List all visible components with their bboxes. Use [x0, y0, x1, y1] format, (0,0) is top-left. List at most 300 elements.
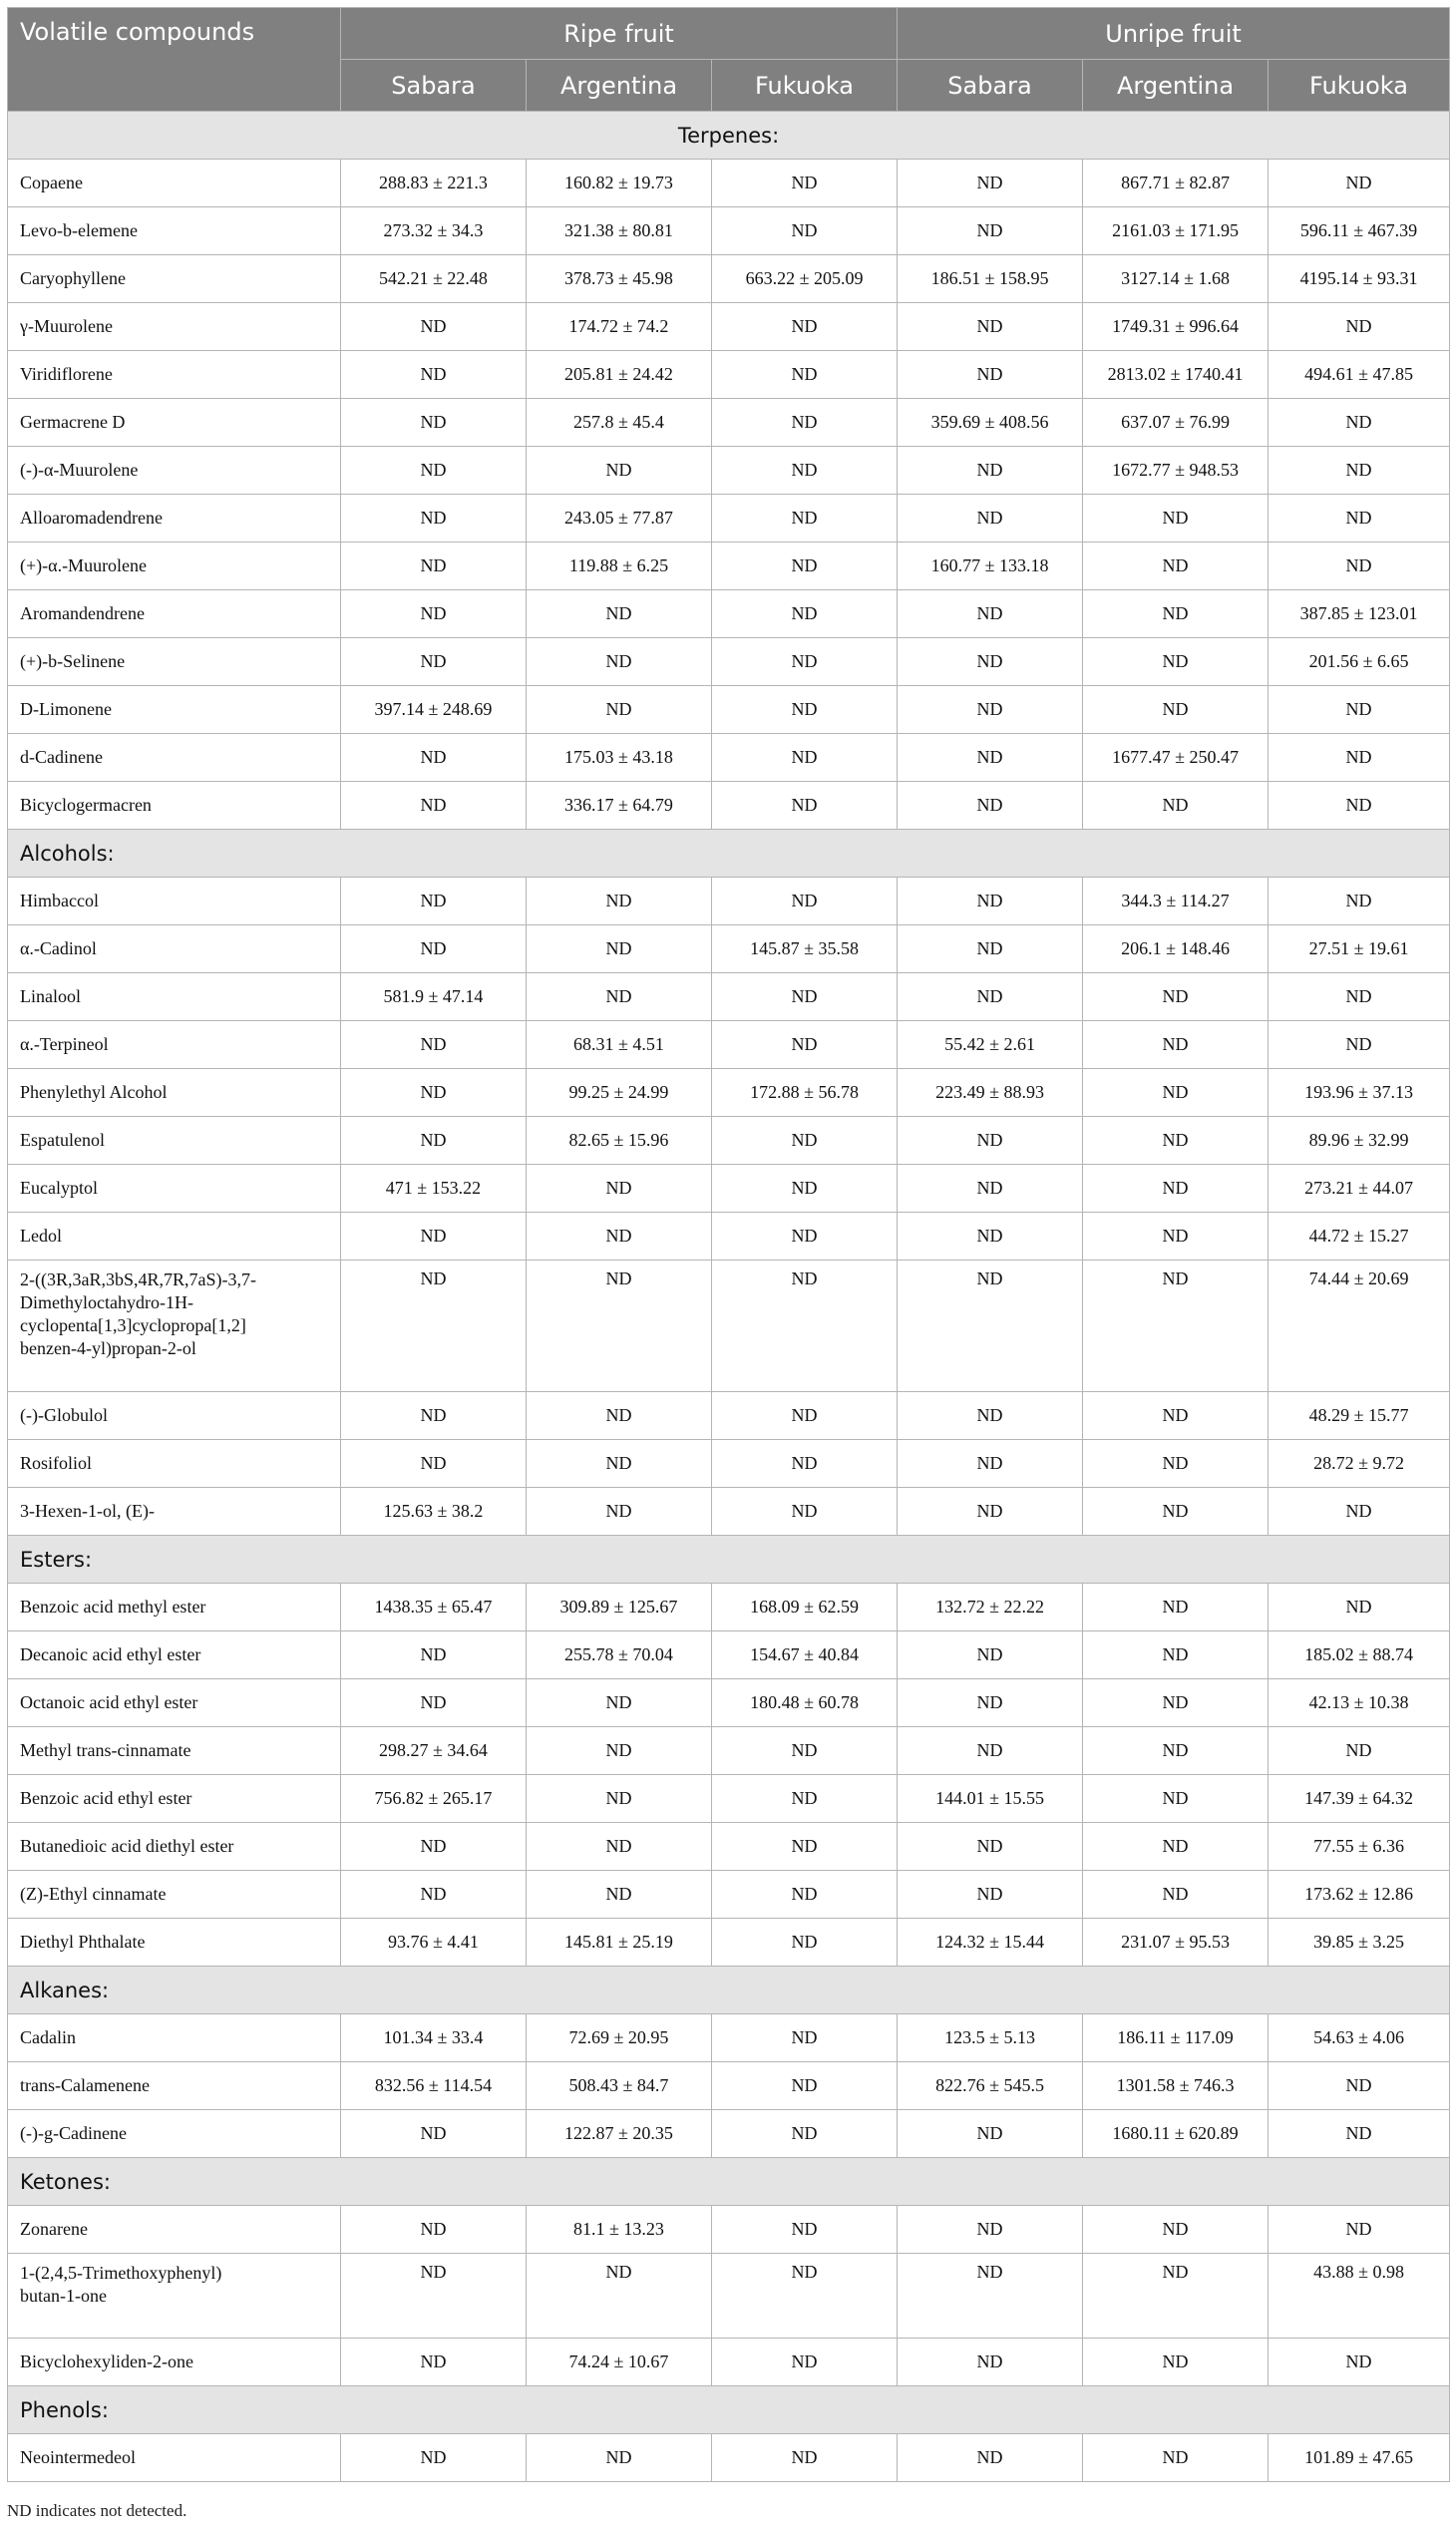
value-cell: ND: [898, 1165, 1083, 1213]
value-cell: ND: [898, 2434, 1083, 2482]
compound-name: Neointermedeol: [8, 2434, 341, 2482]
value-cell: ND: [898, 160, 1083, 207]
table-row: [8, 2254, 1450, 2339]
value-cell: 43.88 ± 0.98: [1269, 2254, 1450, 2339]
value-cell: ND: [341, 1261, 527, 1392]
value-cell: 74.44 ± 20.69: [1269, 1261, 1450, 1392]
value-cell: 471 ± 153.22: [341, 1165, 527, 1213]
value-cell: ND: [712, 1165, 898, 1213]
value-cell: ND: [1083, 638, 1269, 686]
value-cell: ND: [1083, 2206, 1269, 2254]
value-cell: ND: [527, 1488, 712, 1536]
value-cell: ND: [341, 1871, 527, 1919]
value-cell: ND: [341, 1021, 527, 1069]
value-cell: ND: [712, 1261, 898, 1392]
value-cell: ND: [1269, 399, 1450, 447]
value-cell: ND: [527, 1213, 712, 1261]
value-cell: ND: [1269, 734, 1450, 782]
value-cell: 201.56 ± 6.65: [1269, 638, 1450, 686]
value-cell: ND: [341, 303, 527, 351]
compound-name-line: Dimethyloctahydro-1H-: [20, 1292, 193, 1312]
section-row: [8, 2158, 1450, 2206]
value-cell: 172.88 ± 56.78: [712, 1069, 898, 1117]
value-cell: 145.87 ± 35.58: [712, 925, 898, 973]
value-cell: ND: [898, 2206, 1083, 2254]
value-cell: 378.73 ± 45.98: [527, 255, 712, 303]
table-footnote: ND indicates not detected.: [7, 2501, 187, 2520]
value-cell: 101.34 ± 33.4: [341, 2014, 527, 2062]
value-cell: 387.85 ± 123.01: [1269, 590, 1450, 638]
table-row: [8, 399, 1450, 447]
value-cell: 596.11 ± 467.39: [1269, 207, 1450, 255]
value-cell: ND: [712, 2206, 898, 2254]
compound-name-line: benzen-4-yl)propan-2-ol: [20, 1338, 196, 1358]
value-cell: 74.24 ± 10.67: [527, 2339, 712, 2386]
value-cell: 298.27 ± 34.64: [341, 1727, 527, 1775]
value-cell: 101.89 ± 47.65: [1269, 2434, 1450, 2482]
compound-name: Caryophyllene: [8, 255, 341, 303]
section-row: [8, 1967, 1450, 2014]
table-row: [8, 1871, 1450, 1919]
value-cell: 132.72 ± 22.22: [898, 1584, 1083, 1631]
value-cell: 344.3 ± 114.27: [1083, 878, 1269, 925]
value-cell: ND: [1083, 2434, 1269, 2482]
table-row: [8, 1165, 1450, 1213]
value-cell: ND: [712, 447, 898, 495]
value-cell: ND: [898, 1117, 1083, 1165]
compound-name: Linalool: [8, 973, 341, 1021]
table-row: [8, 638, 1450, 686]
table-row: [8, 1727, 1450, 1775]
header-ripe-argentina: Argentina: [527, 60, 712, 112]
table-row: [8, 2062, 1450, 2110]
value-cell: ND: [712, 1823, 898, 1871]
compound-name: (-)-g-Cadinene: [8, 2110, 341, 2158]
table-row: [8, 2434, 1450, 2482]
compound-name: γ-Muurolene: [8, 303, 341, 351]
value-cell: 822.76 ± 545.5: [898, 2062, 1083, 2110]
value-cell: ND: [1083, 1727, 1269, 1775]
value-cell: ND: [898, 1488, 1083, 1536]
table-row: [8, 495, 1450, 542]
value-cell: ND: [712, 1775, 898, 1823]
compound-name-line: butan-1-one: [20, 2286, 107, 2306]
value-cell: ND: [1083, 1117, 1269, 1165]
compound-name: α.-Terpineol: [8, 1021, 341, 1069]
compound-name: Bicyclohexyliden-2-one: [8, 2339, 341, 2386]
table-row: [8, 351, 1450, 399]
compound-name: Methyl trans-cinnamate: [8, 1727, 341, 1775]
value-cell: ND: [712, 399, 898, 447]
value-cell: 122.87 ± 20.35: [527, 2110, 712, 2158]
value-cell: 756.82 ± 265.17: [341, 1775, 527, 1823]
value-cell: 309.89 ± 125.67: [527, 1584, 712, 1631]
value-cell: ND: [712, 1488, 898, 1536]
value-cell: ND: [1269, 495, 1450, 542]
table-row: [8, 1919, 1450, 1967]
value-cell: ND: [1269, 1488, 1450, 1536]
value-cell: 82.65 ± 15.96: [527, 1117, 712, 1165]
value-cell: ND: [527, 1679, 712, 1727]
value-cell: ND: [898, 495, 1083, 542]
value-cell: ND: [712, 2110, 898, 2158]
section-title: Alkanes:: [8, 1967, 1450, 2014]
value-cell: 193.96 ± 37.13: [1269, 1069, 1450, 1117]
value-cell: 1438.35 ± 65.47: [341, 1584, 527, 1631]
table-body: [8, 112, 1450, 2482]
value-cell: 186.11 ± 117.09: [1083, 2014, 1269, 2062]
value-cell: ND: [341, 638, 527, 686]
value-cell: ND: [1269, 878, 1450, 925]
value-cell: 77.55 ± 6.36: [1269, 1823, 1450, 1871]
value-cell: 663.22 ± 205.09: [712, 255, 898, 303]
value-cell: 1749.31 ± 996.64: [1083, 303, 1269, 351]
value-cell: ND: [898, 303, 1083, 351]
value-cell: 2161.03 ± 171.95: [1083, 207, 1269, 255]
value-cell: 44.72 ± 15.27: [1269, 1213, 1450, 1261]
value-cell: 27.51 ± 19.61: [1269, 925, 1450, 973]
compound-name: Ledol: [8, 1213, 341, 1261]
table-row: [8, 734, 1450, 782]
value-cell: ND: [1083, 2254, 1269, 2339]
compound-name: Butanedioic acid diethyl ester: [8, 1823, 341, 1871]
value-cell: 81.1 ± 13.23: [527, 2206, 712, 2254]
value-cell: ND: [341, 2110, 527, 2158]
table-row: [8, 1069, 1450, 1117]
value-cell: ND: [527, 447, 712, 495]
value-cell: ND: [712, 1213, 898, 1261]
header-row-groups: [8, 8, 1450, 60]
value-cell: ND: [341, 590, 527, 638]
section-title: Terpenes:: [8, 112, 1450, 160]
value-cell: ND: [527, 1727, 712, 1775]
value-cell: ND: [1083, 2339, 1269, 2386]
value-cell: 175.03 ± 43.18: [527, 734, 712, 782]
value-cell: ND: [1083, 1392, 1269, 1440]
value-cell: 99.25 ± 24.99: [527, 1069, 712, 1117]
value-cell: ND: [341, 878, 527, 925]
section-row: [8, 1536, 1450, 1584]
value-cell: 581.9 ± 47.14: [341, 973, 527, 1021]
value-cell: ND: [1083, 1021, 1269, 1069]
table-row: [8, 1213, 1450, 1261]
compound-name: Cadalin: [8, 2014, 341, 2062]
value-cell: ND: [898, 925, 1083, 973]
section-row: [8, 2386, 1450, 2434]
value-cell: 144.01 ± 15.55: [898, 1775, 1083, 1823]
value-cell: ND: [712, 1392, 898, 1440]
value-cell: ND: [1083, 1069, 1269, 1117]
value-cell: 255.78 ± 70.04: [527, 1631, 712, 1679]
value-cell: ND: [341, 1631, 527, 1679]
value-cell: ND: [1269, 303, 1450, 351]
value-cell: ND: [712, 160, 898, 207]
compound-name: α.-Cadinol: [8, 925, 341, 973]
value-cell: 1301.58 ± 746.3: [1083, 2062, 1269, 2110]
value-cell: 174.72 ± 74.2: [527, 303, 712, 351]
value-cell: 48.29 ± 15.77: [1269, 1392, 1450, 1440]
value-cell: ND: [898, 734, 1083, 782]
value-cell: ND: [1269, 686, 1450, 734]
value-cell: ND: [1269, 1584, 1450, 1631]
compound-name: (-)-α-Muurolene: [8, 447, 341, 495]
compound-name: Alloaromadendrene: [8, 495, 341, 542]
table-row: [8, 447, 1450, 495]
value-cell: ND: [1083, 1440, 1269, 1488]
value-cell: ND: [527, 1871, 712, 1919]
value-cell: ND: [1083, 1871, 1269, 1919]
value-cell: ND: [1083, 495, 1269, 542]
compound-name: (+)-b-Selinene: [8, 638, 341, 686]
compound-name: (+)-α.-Muurolene: [8, 542, 341, 590]
value-cell: ND: [527, 1775, 712, 1823]
value-cell: ND: [898, 1392, 1083, 1440]
value-cell: ND: [898, 1261, 1083, 1392]
value-cell: ND: [712, 542, 898, 590]
value-cell: 542.21 ± 22.48: [341, 255, 527, 303]
value-cell: 185.02 ± 88.74: [1269, 1631, 1450, 1679]
value-cell: 68.31 ± 4.51: [527, 1021, 712, 1069]
header-ripe-fruit: Ripe fruit: [341, 8, 898, 60]
value-cell: 2813.02 ± 1740.41: [1083, 351, 1269, 399]
value-cell: ND: [341, 2434, 527, 2482]
compound-name: Zonarene: [8, 2206, 341, 2254]
value-cell: 145.81 ± 25.19: [527, 1919, 712, 1967]
value-cell: ND: [1269, 542, 1450, 590]
compound-name: Germacrene D: [8, 399, 341, 447]
compound-name: Himbaccol: [8, 878, 341, 925]
value-cell: ND: [1269, 973, 1450, 1021]
table-row: [8, 303, 1450, 351]
value-cell: ND: [527, 1261, 712, 1392]
value-cell: ND: [898, 1213, 1083, 1261]
value-cell: 173.62 ± 12.86: [1269, 1871, 1450, 1919]
compound-name: Aromandendrene: [8, 590, 341, 638]
value-cell: ND: [1269, 782, 1450, 830]
value-cell: ND: [898, 638, 1083, 686]
compound-name: Benzoic acid methyl ester: [8, 1584, 341, 1631]
volatile-compounds-table: [7, 7, 1450, 2482]
value-cell: ND: [712, 878, 898, 925]
value-cell: 168.09 ± 62.59: [712, 1584, 898, 1631]
compound-name: Bicyclogermacren: [8, 782, 341, 830]
section-row: [8, 112, 1450, 160]
value-cell: ND: [527, 1392, 712, 1440]
value-cell: ND: [341, 1117, 527, 1165]
compound-name: Rosifoliol: [8, 1440, 341, 1488]
value-cell: 288.83 ± 221.3: [341, 160, 527, 207]
value-cell: 1680.11 ± 620.89: [1083, 2110, 1269, 2158]
value-cell: 160.77 ± 133.18: [898, 542, 1083, 590]
value-cell: 1672.77 ± 948.53: [1083, 447, 1269, 495]
table-row: [8, 1261, 1450, 1392]
value-cell: 119.88 ± 6.25: [527, 542, 712, 590]
section-row: [8, 830, 1450, 878]
value-cell: 832.56 ± 114.54: [341, 2062, 527, 2110]
value-cell: ND: [712, 2434, 898, 2482]
value-cell: 494.61 ± 47.85: [1269, 351, 1450, 399]
table-row: [8, 255, 1450, 303]
value-cell: ND: [527, 878, 712, 925]
value-cell: 321.38 ± 80.81: [527, 207, 712, 255]
table-row: [8, 160, 1450, 207]
table-row: [8, 1775, 1450, 1823]
table-row: [8, 2110, 1450, 2158]
value-cell: ND: [712, 1021, 898, 1069]
value-cell: ND: [712, 782, 898, 830]
value-cell: 42.13 ± 10.38: [1269, 1679, 1450, 1727]
value-cell: ND: [341, 1392, 527, 1440]
value-cell: ND: [1269, 1727, 1450, 1775]
table-row: [8, 542, 1450, 590]
value-cell: ND: [1269, 2339, 1450, 2386]
value-cell: ND: [1269, 2110, 1450, 2158]
value-cell: ND: [712, 1919, 898, 1967]
value-cell: ND: [898, 973, 1083, 1021]
value-cell: ND: [898, 1679, 1083, 1727]
header-unripe-sabara: Sabara: [898, 60, 1083, 112]
value-cell: 223.49 ± 88.93: [898, 1069, 1083, 1117]
compound-name: Phenylethyl Alcohol: [8, 1069, 341, 1117]
compound-name: Benzoic acid ethyl ester: [8, 1775, 341, 1823]
value-cell: ND: [1083, 1165, 1269, 1213]
table-row: [8, 1679, 1450, 1727]
value-cell: ND: [341, 2339, 527, 2386]
value-cell: ND: [341, 1440, 527, 1488]
value-cell: ND: [1269, 2062, 1450, 2110]
value-cell: 124.32 ± 15.44: [898, 1919, 1083, 1967]
section-title: Alcohols:: [8, 830, 1450, 878]
value-cell: 180.48 ± 60.78: [712, 1679, 898, 1727]
table-row: [8, 2014, 1450, 2062]
section-title: Esters:: [8, 1536, 1450, 1584]
value-cell: 206.1 ± 148.46: [1083, 925, 1269, 973]
value-cell: ND: [712, 303, 898, 351]
value-cell: ND: [712, 1440, 898, 1488]
value-cell: ND: [712, 734, 898, 782]
table-row: [8, 2339, 1450, 2386]
value-cell: 125.63 ± 38.2: [341, 1488, 527, 1536]
table-row: [8, 1823, 1450, 1871]
table-row: [8, 590, 1450, 638]
value-cell: ND: [1083, 1823, 1269, 1871]
value-cell: 508.43 ± 84.7: [527, 2062, 712, 2110]
compound-name: Diethyl Phthalate: [8, 1919, 341, 1967]
value-cell: 147.39 ± 64.32: [1269, 1775, 1450, 1823]
value-cell: 273.32 ± 34.3: [341, 207, 527, 255]
value-cell: ND: [527, 2254, 712, 2339]
value-cell: ND: [898, 2254, 1083, 2339]
compound-name: (-)-Globulol: [8, 1392, 341, 1440]
value-cell: ND: [712, 1727, 898, 1775]
value-cell: ND: [527, 2434, 712, 2482]
value-cell: ND: [341, 399, 527, 447]
value-cell: ND: [341, 925, 527, 973]
value-cell: 154.67 ± 40.84: [712, 1631, 898, 1679]
value-cell: ND: [1083, 686, 1269, 734]
value-cell: ND: [898, 1823, 1083, 1871]
compound-name: Levo-b-elemene: [8, 207, 341, 255]
value-cell: ND: [1083, 1488, 1269, 1536]
value-cell: ND: [527, 590, 712, 638]
header-unripe-fruit: Unripe fruit: [898, 8, 1450, 60]
table-row: [8, 1584, 1450, 1631]
value-cell: 336.17 ± 64.79: [527, 782, 712, 830]
table-row: [8, 925, 1450, 973]
value-cell: ND: [1083, 1679, 1269, 1727]
compound-name-line: 2-((3R,3aR,3bS,4R,7R,7aS)-3,7-: [20, 1269, 256, 1289]
value-cell: ND: [712, 495, 898, 542]
value-cell: ND: [898, 1440, 1083, 1488]
value-cell: ND: [1269, 1021, 1450, 1069]
value-cell: ND: [712, 1871, 898, 1919]
value-cell: ND: [341, 2206, 527, 2254]
value-cell: ND: [1269, 2206, 1450, 2254]
value-cell: 55.42 ± 2.61: [898, 1021, 1083, 1069]
value-cell: ND: [341, 1823, 527, 1871]
value-cell: 231.07 ± 95.53: [1083, 1919, 1269, 1967]
value-cell: 89.96 ± 32.99: [1269, 1117, 1450, 1165]
value-cell: ND: [341, 351, 527, 399]
value-cell: ND: [712, 2062, 898, 2110]
value-cell: ND: [712, 638, 898, 686]
value-cell: ND: [898, 782, 1083, 830]
value-cell: 1677.47 ± 250.47: [1083, 734, 1269, 782]
value-cell: ND: [1083, 1631, 1269, 1679]
compound-name: D-Limonene: [8, 686, 341, 734]
value-cell: ND: [712, 2339, 898, 2386]
value-cell: 3127.14 ± 1.68: [1083, 255, 1269, 303]
table-row: [8, 686, 1450, 734]
value-cell: ND: [527, 1440, 712, 1488]
table-row: [8, 1117, 1450, 1165]
compound-name: [8, 2254, 341, 2339]
table-row: [8, 2206, 1450, 2254]
value-cell: ND: [341, 447, 527, 495]
table-row: [8, 878, 1450, 925]
table-row: [8, 207, 1450, 255]
value-cell: 205.81 ± 24.42: [527, 351, 712, 399]
value-cell: ND: [341, 1679, 527, 1727]
value-cell: ND: [712, 207, 898, 255]
value-cell: ND: [712, 973, 898, 1021]
table-row: [8, 1440, 1450, 1488]
value-cell: ND: [341, 782, 527, 830]
header-ripe-sabara: Sabara: [341, 60, 527, 112]
header-volatile-compounds: Volatile compounds: [8, 8, 341, 112]
compound-name: Octanoic acid ethyl ester: [8, 1679, 341, 1727]
section-title: Phenols:: [8, 2386, 1450, 2434]
value-cell: 39.85 ± 3.25: [1269, 1919, 1450, 1967]
value-cell: ND: [898, 590, 1083, 638]
value-cell: 359.69 ± 408.56: [898, 399, 1083, 447]
value-cell: 28.72 ± 9.72: [1269, 1440, 1450, 1488]
value-cell: 397.14 ± 248.69: [341, 686, 527, 734]
value-cell: ND: [712, 351, 898, 399]
section-title: Ketones:: [8, 2158, 1450, 2206]
value-cell: ND: [712, 686, 898, 734]
compound-name: (Z)-Ethyl cinnamate: [8, 1871, 341, 1919]
value-cell: ND: [898, 1631, 1083, 1679]
value-cell: ND: [1083, 1213, 1269, 1261]
value-cell: ND: [341, 495, 527, 542]
value-cell: ND: [527, 973, 712, 1021]
table-row: [8, 1021, 1450, 1069]
value-cell: ND: [1269, 447, 1450, 495]
table-row: [8, 782, 1450, 830]
compound-name: [8, 1261, 341, 1392]
value-cell: 54.63 ± 4.06: [1269, 2014, 1450, 2062]
